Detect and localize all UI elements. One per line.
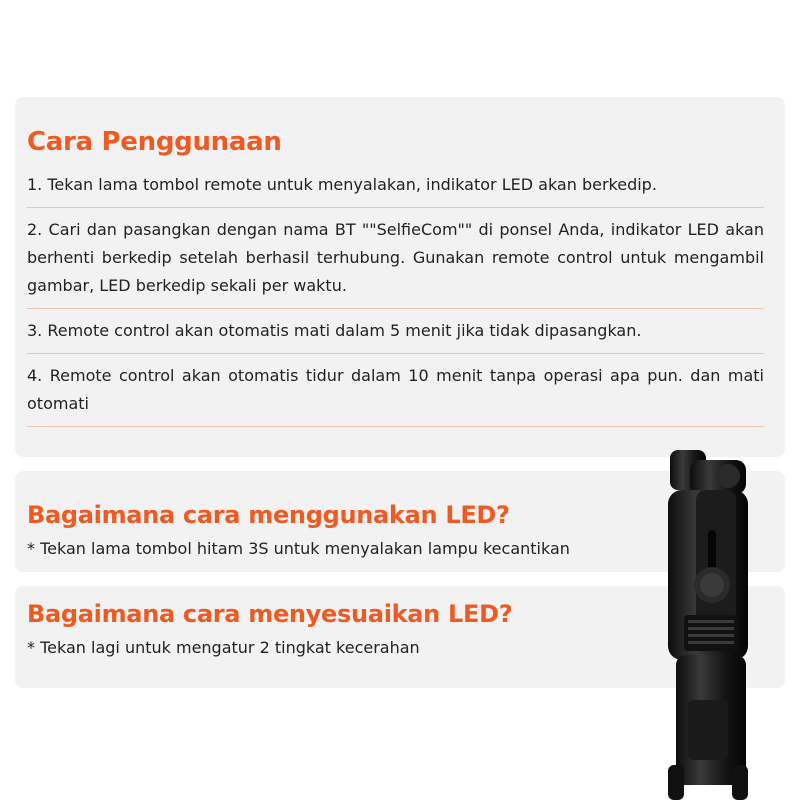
usage-title: Cara Penggunaan — [27, 127, 282, 157]
usage-step-2: 2. Cari dan pasangkan dengan nama BT ""SelfieCom"" di ponsel Anda, indikator LED akan berhenti berkedip setelah berhasil terhubung. Gunakan remote control untuk mengambil gambar, LED berkedip sekali per waktu. — [27, 216, 764, 309]
led-use-title: Bagaimana cara menggunakan LED? — [27, 501, 510, 529]
led-adjust-note: * Tekan lagi untuk mengatur 2 tingkat kecerahan — [27, 638, 420, 657]
led-use-note: * Tekan lama tombol hitam 3S untuk menyalakan lampu kecantikan — [27, 539, 570, 558]
led-adjust-title: Bagaimana cara menyesuaikan LED? — [27, 600, 513, 628]
usage-card — [15, 97, 785, 457]
selfie-stick-image — [640, 440, 770, 800]
usage-step-4: 4. Remote control akan otomatis tidur dalam 10 menit tanpa operasi apa pun. dan mati otomati — [27, 362, 764, 427]
usage-step-1: 1. Tekan lama tombol remote untuk menyalakan, indikator LED akan berkedip. — [27, 171, 764, 208]
usage-step-3: 3. Remote control akan otomatis mati dalam 5 menit jika tidak dipasangkan. — [27, 317, 764, 354]
